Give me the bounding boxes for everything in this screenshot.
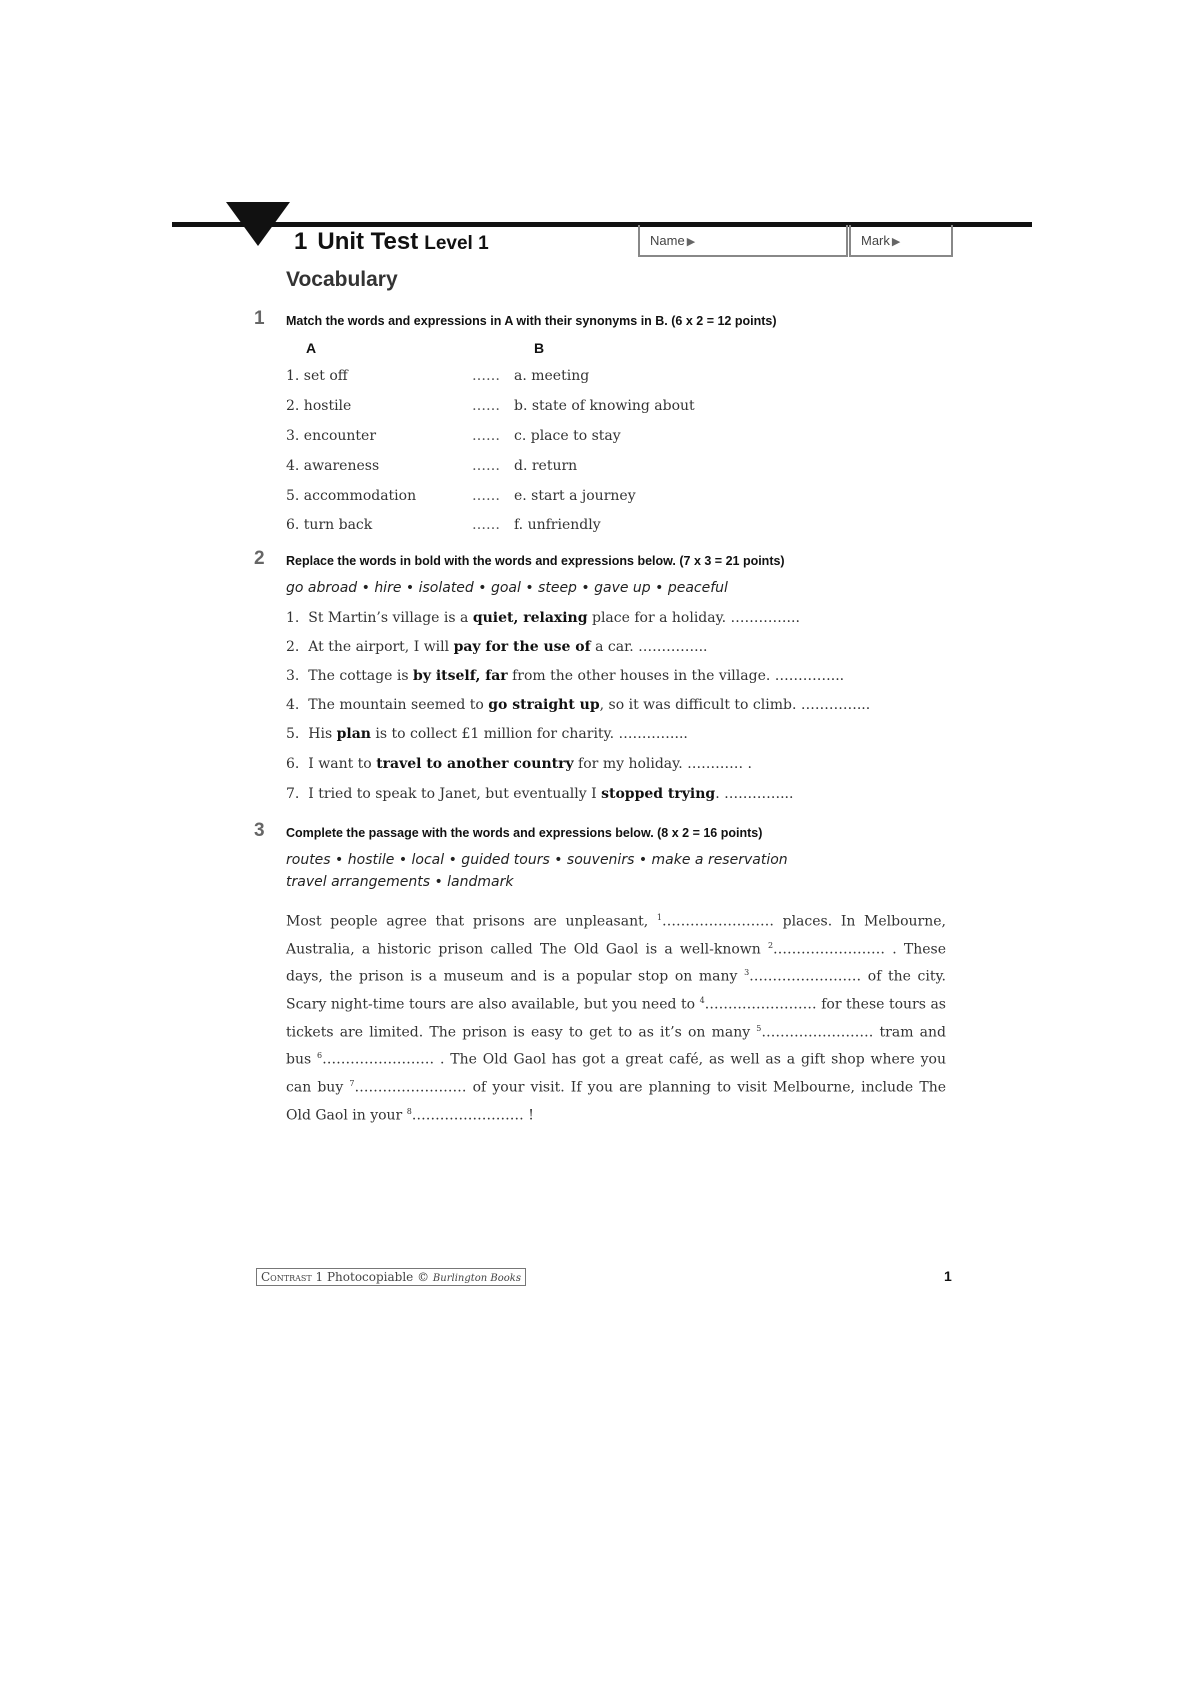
- header-triangle-marker: [226, 202, 290, 246]
- match-item-a: 5. accommodation: [286, 488, 417, 504]
- copyright-text: 1 Photocopiable ©: [311, 1270, 433, 1284]
- sentence-number: 1.: [286, 610, 300, 626]
- sentence-item: [286, 610, 800, 626]
- bold-phrase: stopped trying: [601, 786, 716, 802]
- answer-blank[interactable]: ……: [472, 517, 500, 533]
- sentence-text: is to collect £1 million for charity. …………...: [370, 726, 688, 742]
- passage-text: …………………… !: [411, 1107, 534, 1124]
- blank-number: 6: [317, 1051, 323, 1061]
- bold-phrase: travel to another country: [376, 756, 574, 772]
- sentence-text: St Martin’s village is a: [308, 610, 473, 626]
- sentence-text: , so it was difficult to climb. …………...: [599, 697, 871, 713]
- arrow-right-icon: ▶: [891, 236, 901, 248]
- sentence-text: His: [308, 726, 337, 742]
- sentence-item: [286, 639, 708, 655]
- blank-number: 1: [656, 913, 662, 922]
- sentence-text: for my holiday. ………… .: [573, 756, 753, 772]
- bold-phrase: plan: [336, 726, 371, 742]
- sentence-text: At the airport, I will: [308, 639, 454, 655]
- sentence-text: a car. …………...: [590, 639, 708, 655]
- page-number: 1: [944, 1268, 952, 1284]
- exercise-1-instruction: Match the words and expressions in A with their synonyms in B. (6 x 2 = 12 points): [286, 314, 777, 328]
- bold-phrase: by itself, far: [413, 668, 508, 684]
- series-name: Contrast: [261, 1270, 312, 1284]
- exercise-3-number: 3: [254, 820, 265, 841]
- answer-blank[interactable]: ……: [472, 428, 500, 444]
- sentence-text: The mountain seemed to: [308, 697, 489, 713]
- match-item-b: b. state of knowing about: [514, 398, 695, 414]
- sentence-number: 6.: [286, 756, 300, 772]
- match-item-a: 6. turn back: [286, 517, 373, 533]
- sentence-item: [286, 697, 870, 713]
- exercise-2-word-bank: go abroad • hire • isolated • goal • steep • gave up • peaceful: [286, 580, 728, 596]
- exercise-2-instruction: Replace the words in bold with the words and expressions below. (7 x 3 = 21 points): [286, 554, 785, 568]
- sentence-text: I want to: [308, 756, 377, 772]
- sentence-number: 4.: [286, 697, 300, 713]
- sentence-text: The cottage is: [308, 668, 414, 684]
- sentence-text: . …………...: [715, 786, 794, 802]
- publisher-name: Burlington Books: [432, 1273, 521, 1284]
- match-item-b: f. unfriendly: [514, 517, 601, 533]
- reading-passage: [286, 906, 946, 1127]
- answer-blank[interactable]: ……: [472, 458, 500, 474]
- exercise-3-word-bank-line-2: travel arrangements • landmark: [286, 874, 514, 890]
- bold-phrase: quiet, relaxing: [472, 610, 588, 626]
- mark-label: Mark: [861, 233, 890, 248]
- passage-text: …………………… . The Old Gaol has got a great café, as well as a gift shop where you can buy: [286, 1051, 946, 1096]
- passage-text: …………………… for these tours as tickets are limited. The prison is easy to get to as it’s on many: [286, 996, 946, 1041]
- blank-number: 4: [699, 995, 705, 1005]
- passage-text: …………………… of your visit. If you are planning to visit Melbourne, include The Old Gaol in your: [286, 1079, 946, 1124]
- passage-text: …………………… places. In Melbourne, Australia, a historic prison called The Old Gaol is a well-known: [286, 913, 946, 958]
- sentence-text: I tried to speak to Janet, but eventually I: [308, 786, 602, 802]
- match-item-a: 1. set off: [286, 368, 348, 384]
- sentence-item: [286, 668, 844, 684]
- passage-text: …………………… of the city. Scary night-time tours are also available, but you need to: [286, 968, 946, 1013]
- match-item-b: d. return: [514, 458, 578, 474]
- exercise-1-number: 1: [254, 308, 265, 329]
- column-b-heading: B: [534, 340, 545, 356]
- exercise-2-number: 2: [254, 548, 265, 569]
- column-a-heading: A: [306, 340, 317, 356]
- answer-blank[interactable]: ……: [472, 368, 500, 384]
- exercise-3-instruction: Complete the passage with the words and expressions below. (8 x 2 = 16 points): [286, 826, 763, 840]
- sentence-item: [286, 756, 752, 772]
- exercise-3-word-bank-line-1: routes • hostile • local • guided tours • souvenirs • make a reservation: [286, 852, 788, 868]
- unit-title: Unit Test: [317, 228, 419, 255]
- sentence-number: 2.: [286, 639, 300, 655]
- match-item-b: e. start a journey: [514, 488, 636, 504]
- unit-number: 1: [294, 228, 308, 255]
- sentence-text: place for a holiday. …………...: [587, 610, 800, 626]
- name-label: Name: [650, 233, 685, 248]
- passage-text: …………………… tram and bus: [286, 1024, 946, 1068]
- name-field[interactable]: [638, 225, 848, 257]
- blank-number: 7: [349, 1078, 355, 1088]
- sentence-item: [286, 726, 688, 742]
- blank-number: 3: [744, 968, 750, 978]
- sentence-text: from the other houses in the village. …………...: [507, 668, 845, 684]
- blank-number: 5: [756, 1023, 762, 1033]
- answer-blank[interactable]: ……: [472, 398, 500, 414]
- answer-blank[interactable]: ……: [472, 488, 500, 504]
- passage-text: Most people agree that prisons are unpleasant,: [286, 913, 657, 930]
- sentence-item: [286, 786, 793, 802]
- section-title: Vocabulary: [286, 268, 398, 291]
- bold-phrase: go straight up: [488, 697, 600, 713]
- match-item-a: 3. encounter: [286, 428, 377, 444]
- passage-text: …………………… . These days, the prison is a museum and is a popular stop on many: [286, 941, 946, 985]
- unit-level: Level 1: [424, 233, 489, 254]
- match-item-b: c. place to stay: [514, 428, 621, 444]
- arrow-right-icon: ▶: [686, 236, 696, 248]
- page-title: [294, 228, 489, 256]
- blank-number: 2: [767, 940, 774, 950]
- sentence-number: 3.: [286, 668, 300, 684]
- blank-number: 8: [406, 1106, 412, 1116]
- bold-phrase: pay for the use of: [453, 639, 591, 655]
- sentence-number: 5.: [286, 726, 300, 742]
- match-item-a: 2. hostile: [286, 398, 352, 414]
- mark-field[interactable]: [849, 225, 953, 257]
- sentence-number: 7.: [286, 786, 300, 802]
- match-item-b: a. meeting: [514, 368, 590, 384]
- copyright-footer: [256, 1268, 526, 1286]
- match-item-a: 4. awareness: [286, 458, 380, 474]
